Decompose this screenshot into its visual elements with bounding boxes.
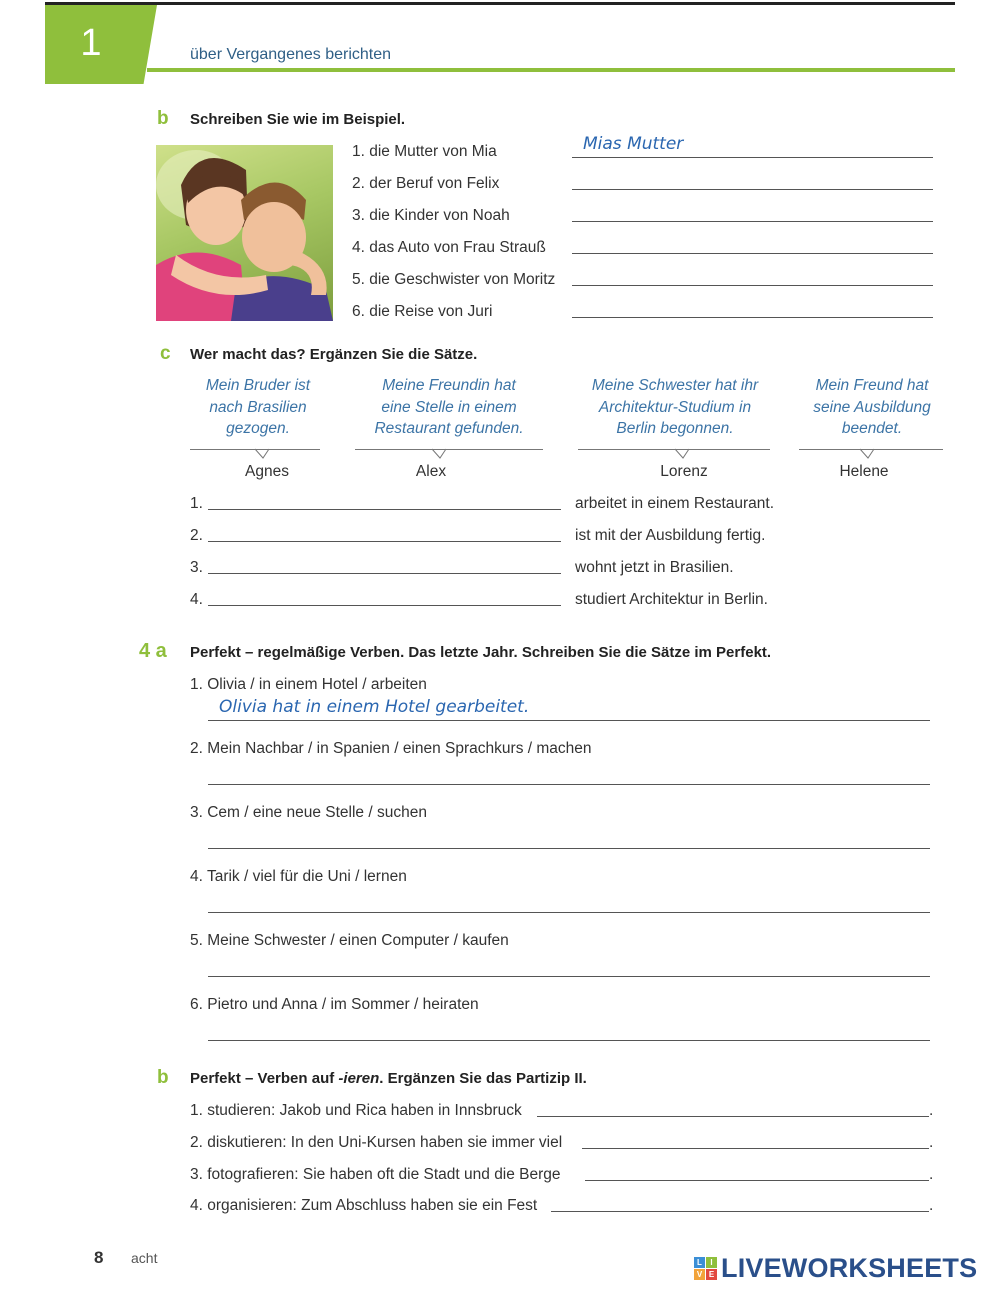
instruction-4a: Perfekt – regelmäßige Verben. Das letzte Jahr. Schreiben Sie die Sätze im Perfekt. [190, 644, 772, 661]
speech-bubble-line: eine Stelle in einem [381, 398, 517, 416]
person-name: Helene [839, 463, 889, 480]
top-rule [45, 2, 955, 5]
answer-line [208, 1040, 930, 1041]
logo-grid-letter: V [694, 1269, 705, 1280]
answer-line[interactable] [585, 1180, 929, 1181]
answer-line[interactable] [582, 1148, 929, 1149]
speech-bubble [183, 375, 333, 440]
instruction-b2-italic: -ieren [338, 1070, 380, 1087]
answer-line [572, 317, 933, 318]
exercise-prompt: 1. studieren: Jakob und Rica haben in Innsbruck [190, 1102, 522, 1119]
speech-bubble-line: Meine Freundin hat [382, 377, 516, 394]
exercise-prompt: 4. das Auto von Frau Strauß [352, 239, 546, 256]
section-letter-b: b [157, 108, 169, 129]
speech-bubble [565, 375, 785, 440]
exercise-prompt: 5. die Geschwister von Moritz [352, 271, 556, 288]
exercise-prompt: 3. die Kinder von Noah [352, 207, 510, 224]
sentence-period: . [929, 1197, 934, 1214]
exercise-prompt: 2. diskutieren: In den Uni-Kursen haben sie immer viel [190, 1134, 563, 1151]
speech-bubble-line: Meine Schwester hat ihr [591, 377, 759, 394]
answer-line[interactable] [537, 1116, 929, 1117]
answer-line[interactable] [208, 573, 561, 574]
exercise-prompt: 3. fotografieren: Sie haben oft die Stadt und die Berge [190, 1166, 561, 1183]
section-letter-b2: b [157, 1067, 169, 1088]
answer-line [572, 253, 933, 254]
answer-line[interactable] [208, 541, 561, 542]
speech-bubble-tail-icon [673, 448, 693, 460]
page-number: 8 [94, 1248, 104, 1267]
answer-field[interactable]: Olivia hat in einem Hotel gearbeitet. [219, 697, 530, 717]
exercise-prompt: 3. Cem / eine neue Stelle / suchen [190, 804, 427, 821]
answer-line [572, 285, 933, 286]
sentence-period: . [929, 1102, 934, 1119]
sentence-ending: ist mit der Ausbildung fertig. [575, 527, 766, 544]
exercise-prompt: 5. Meine Schwester / einen Computer / kaufen [190, 932, 509, 949]
instruction-b: Schreiben Sie wie im Beispiel. [190, 111, 406, 128]
answer-line[interactable] [208, 605, 561, 606]
speech-bubble-line: Mein Bruder ist [205, 377, 311, 394]
speech-bubble-line: Restaurant gefunden. [374, 420, 524, 437]
speech-bubble-tail-icon [858, 448, 878, 460]
person-name: Agnes [245, 463, 289, 480]
exercise-prompt: 6. Pietro und Anna / im Sommer / heiraten [190, 996, 479, 1013]
answer-line [572, 157, 933, 158]
speech-bubble-line: Mein Freund hat [815, 377, 929, 394]
exercise-prompt: 1. die Mutter von Mia [352, 143, 497, 160]
logo-grid-letter: L [694, 1257, 705, 1268]
answer-line [572, 189, 933, 190]
person-name: Lorenz [660, 463, 708, 480]
speech-bubble-line: beendet. [841, 420, 903, 437]
logo-grid-icon [694, 1257, 717, 1280]
instruction-c: Wer macht das? Ergänzen Sie die Sätze. [190, 346, 478, 363]
sentence-number: 4. [190, 591, 203, 608]
instruction-b2 [190, 1070, 587, 1087]
answer-line [208, 976, 930, 977]
answer-line[interactable] [551, 1211, 929, 1212]
exercise-prompt: 2. der Beruf von Felix [352, 175, 500, 192]
sentence-period: . [929, 1166, 934, 1183]
answer-field[interactable]: Mias Mutter [583, 134, 684, 154]
exercise-prompt: 4. organisieren: Zum Abschluss haben sie ein Fest [190, 1197, 538, 1214]
liveworksheets-logo [694, 1253, 977, 1284]
answer-line [208, 784, 930, 785]
answer-line [208, 912, 930, 913]
answer-line [208, 848, 930, 849]
speech-bubble-tail-icon [430, 448, 450, 460]
answer-line[interactable] [208, 509, 561, 510]
section-letter-c: c [160, 343, 171, 364]
speech-bubble [787, 375, 957, 440]
exercise-prompt: 6. die Reise von Juri [352, 303, 493, 320]
speech-bubble [349, 375, 549, 440]
logo-grid-letter: E [706, 1269, 717, 1280]
speech-bubble-line: Architektur-Studium in [598, 398, 752, 416]
sentence-number: 1. [190, 495, 203, 512]
sentence-period: . [929, 1134, 934, 1151]
instruction-b2-part1: Perfekt – Verben auf [190, 1070, 339, 1087]
speech-bubble-tail-icon [253, 448, 273, 460]
answer-line [208, 720, 930, 721]
page-title: über Vergangenes berichten [190, 46, 392, 63]
page-word: acht [131, 1250, 158, 1266]
instruction-b2-part2: . Ergänzen Sie das Partizip II. [379, 1070, 587, 1087]
speech-bubble-line: nach Brasilien [209, 398, 307, 416]
sentence-ending: arbeitet in einem Restaurant. [575, 495, 775, 512]
sentence-number: 2. [190, 527, 203, 544]
exercise-prompt: 2. Mein Nachbar / in Spanien / einen Sprachkurs / machen [190, 740, 592, 757]
speech-bubble-line: gezogen. [226, 420, 290, 437]
logo-text: LIVEWORKSHEETS [721, 1253, 978, 1283]
header-rule [147, 68, 955, 72]
answer-line [572, 221, 933, 222]
section-number-4a: 4 a [139, 640, 167, 662]
speech-bubble-line: seine Ausbildung [813, 398, 931, 416]
sentence-ending: wohnt jetzt in Brasilien. [575, 559, 734, 576]
chapter-number: 1 [80, 22, 102, 64]
exercise-prompt: 4. Tarik / viel für die Uni / lernen [190, 868, 407, 885]
logo-grid-letter: I [706, 1257, 717, 1268]
sentence-number: 3. [190, 559, 203, 576]
children-photo [156, 145, 333, 321]
sentence-ending: studiert Architektur in Berlin. [575, 591, 768, 608]
speech-bubble-line: Berlin begonnen. [616, 420, 734, 437]
exercise-prompt: 1. Olivia / in einem Hotel / arbeiten [190, 676, 427, 693]
person-name: Alex [415, 463, 447, 480]
